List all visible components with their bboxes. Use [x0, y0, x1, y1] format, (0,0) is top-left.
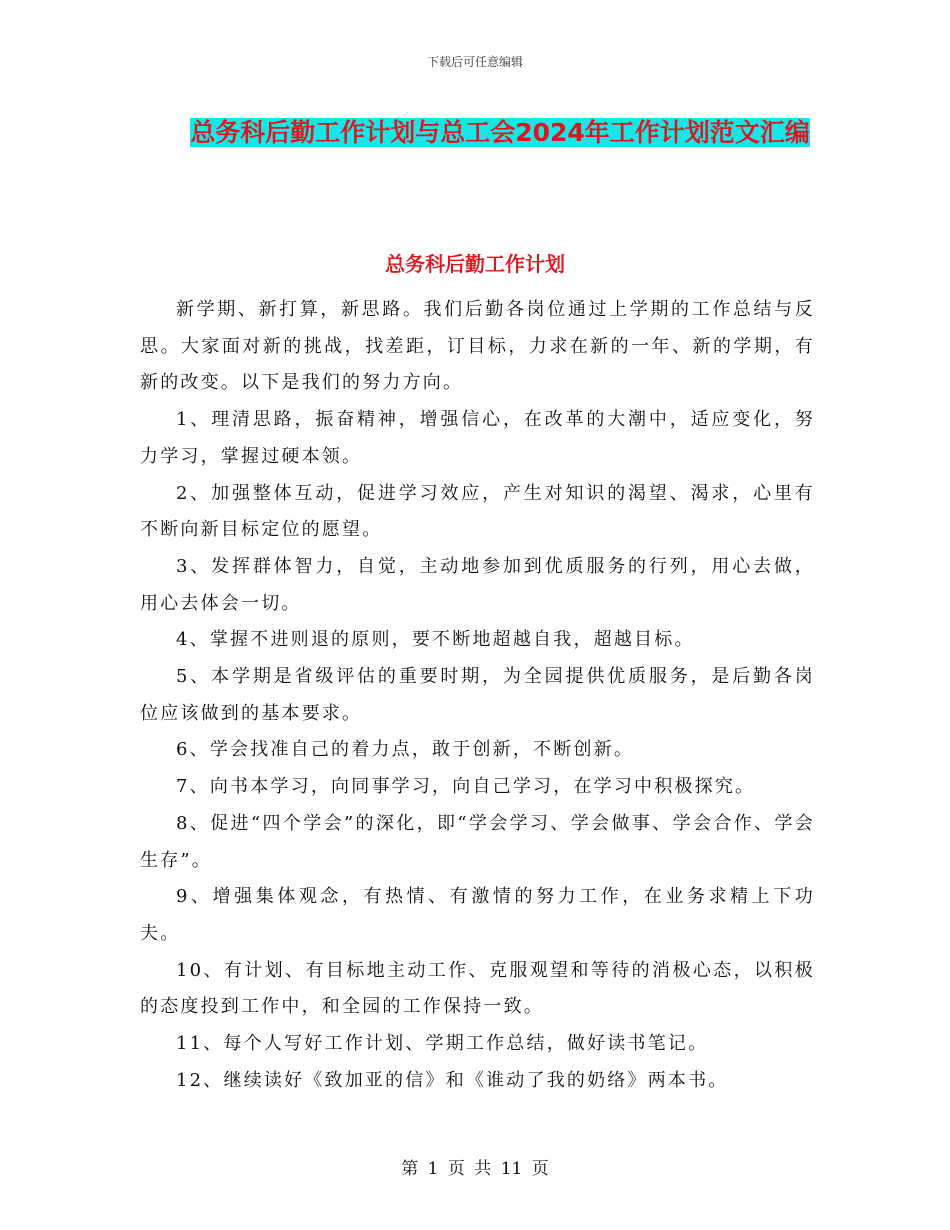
paragraph-item-6: 6、学会找准自己的着力点，敢于创新，不断创新。	[176, 739, 635, 761]
document-title	[140, 110, 860, 156]
paragraph-item-3: 3、发挥群体智力，自觉，主动地参加到优质服务的行列，用心去做，用心去体会一切。	[140, 555, 815, 614]
document-title-text: 总务科后勤工作计划与总工会2024年工作计划范文汇编	[190, 118, 810, 147]
paragraph-item-12: 12、继续读好《致加亚的信》和《谁动了我的奶络》两本书。	[176, 1069, 729, 1091]
paragraph-item-11: 11、每个人写好工作计划、学期工作总结，做好读书笔记。	[176, 1033, 709, 1055]
paragraph-item-10: 10、有计划、有目标地主动工作、克服观望和等待的消极心态，以积极的态度投到工作中，和全园的工作保持一致。	[140, 959, 815, 1018]
paragraph-item-2: 2、加强整体互动，促进学习效应，产生对知识的渴望、渴求，心里有不断向新目标定位的愿望。	[140, 482, 815, 541]
paragraph-item-1: 1、理清思路，振奋精神，增强信心，在改革的大潮中，适应变化，努力学习，掌握过硬本领。	[140, 409, 815, 467]
paragraph-item-5: 5、本学期是省级评估的重要时期，为全园提供优质服务，是后勤各岗位应该做到的基本要求。	[140, 666, 815, 724]
paragraph-intro: 新学期、新打算，新思路。我们后勤各岗位通过上学期的工作总结与反思。大家面对新的挑战，找差距，订目标，力求在新的一年、新的学期，有新的改变。以下是我们的努力方向。	[140, 299, 815, 394]
paragraph-item-9: 9、增强集体观念，有热情、有激情的努力工作，在业务求精上下功夫。	[140, 886, 815, 944]
paragraph-item-4: 4、掌握不进则退的原则，要不断地超越自我，超越目标。	[176, 629, 695, 651]
paragraph-item-8: 8、促进“四个学会”的深化，即“学会学习、学会做事、学会合作、学会生存”。	[140, 812, 815, 871]
paragraph-item-7: 7、向书本学习，向同事学习，向自己学习，在学习中积极探究。	[176, 776, 756, 798]
page-footer: 第 1 页 共 11 页	[401, 1159, 549, 1179]
header-note: 下载后可任意编辑	[426, 55, 523, 69]
section-title: 总务科后勤工作计划	[385, 252, 565, 276]
document-body	[140, 292, 815, 1099]
